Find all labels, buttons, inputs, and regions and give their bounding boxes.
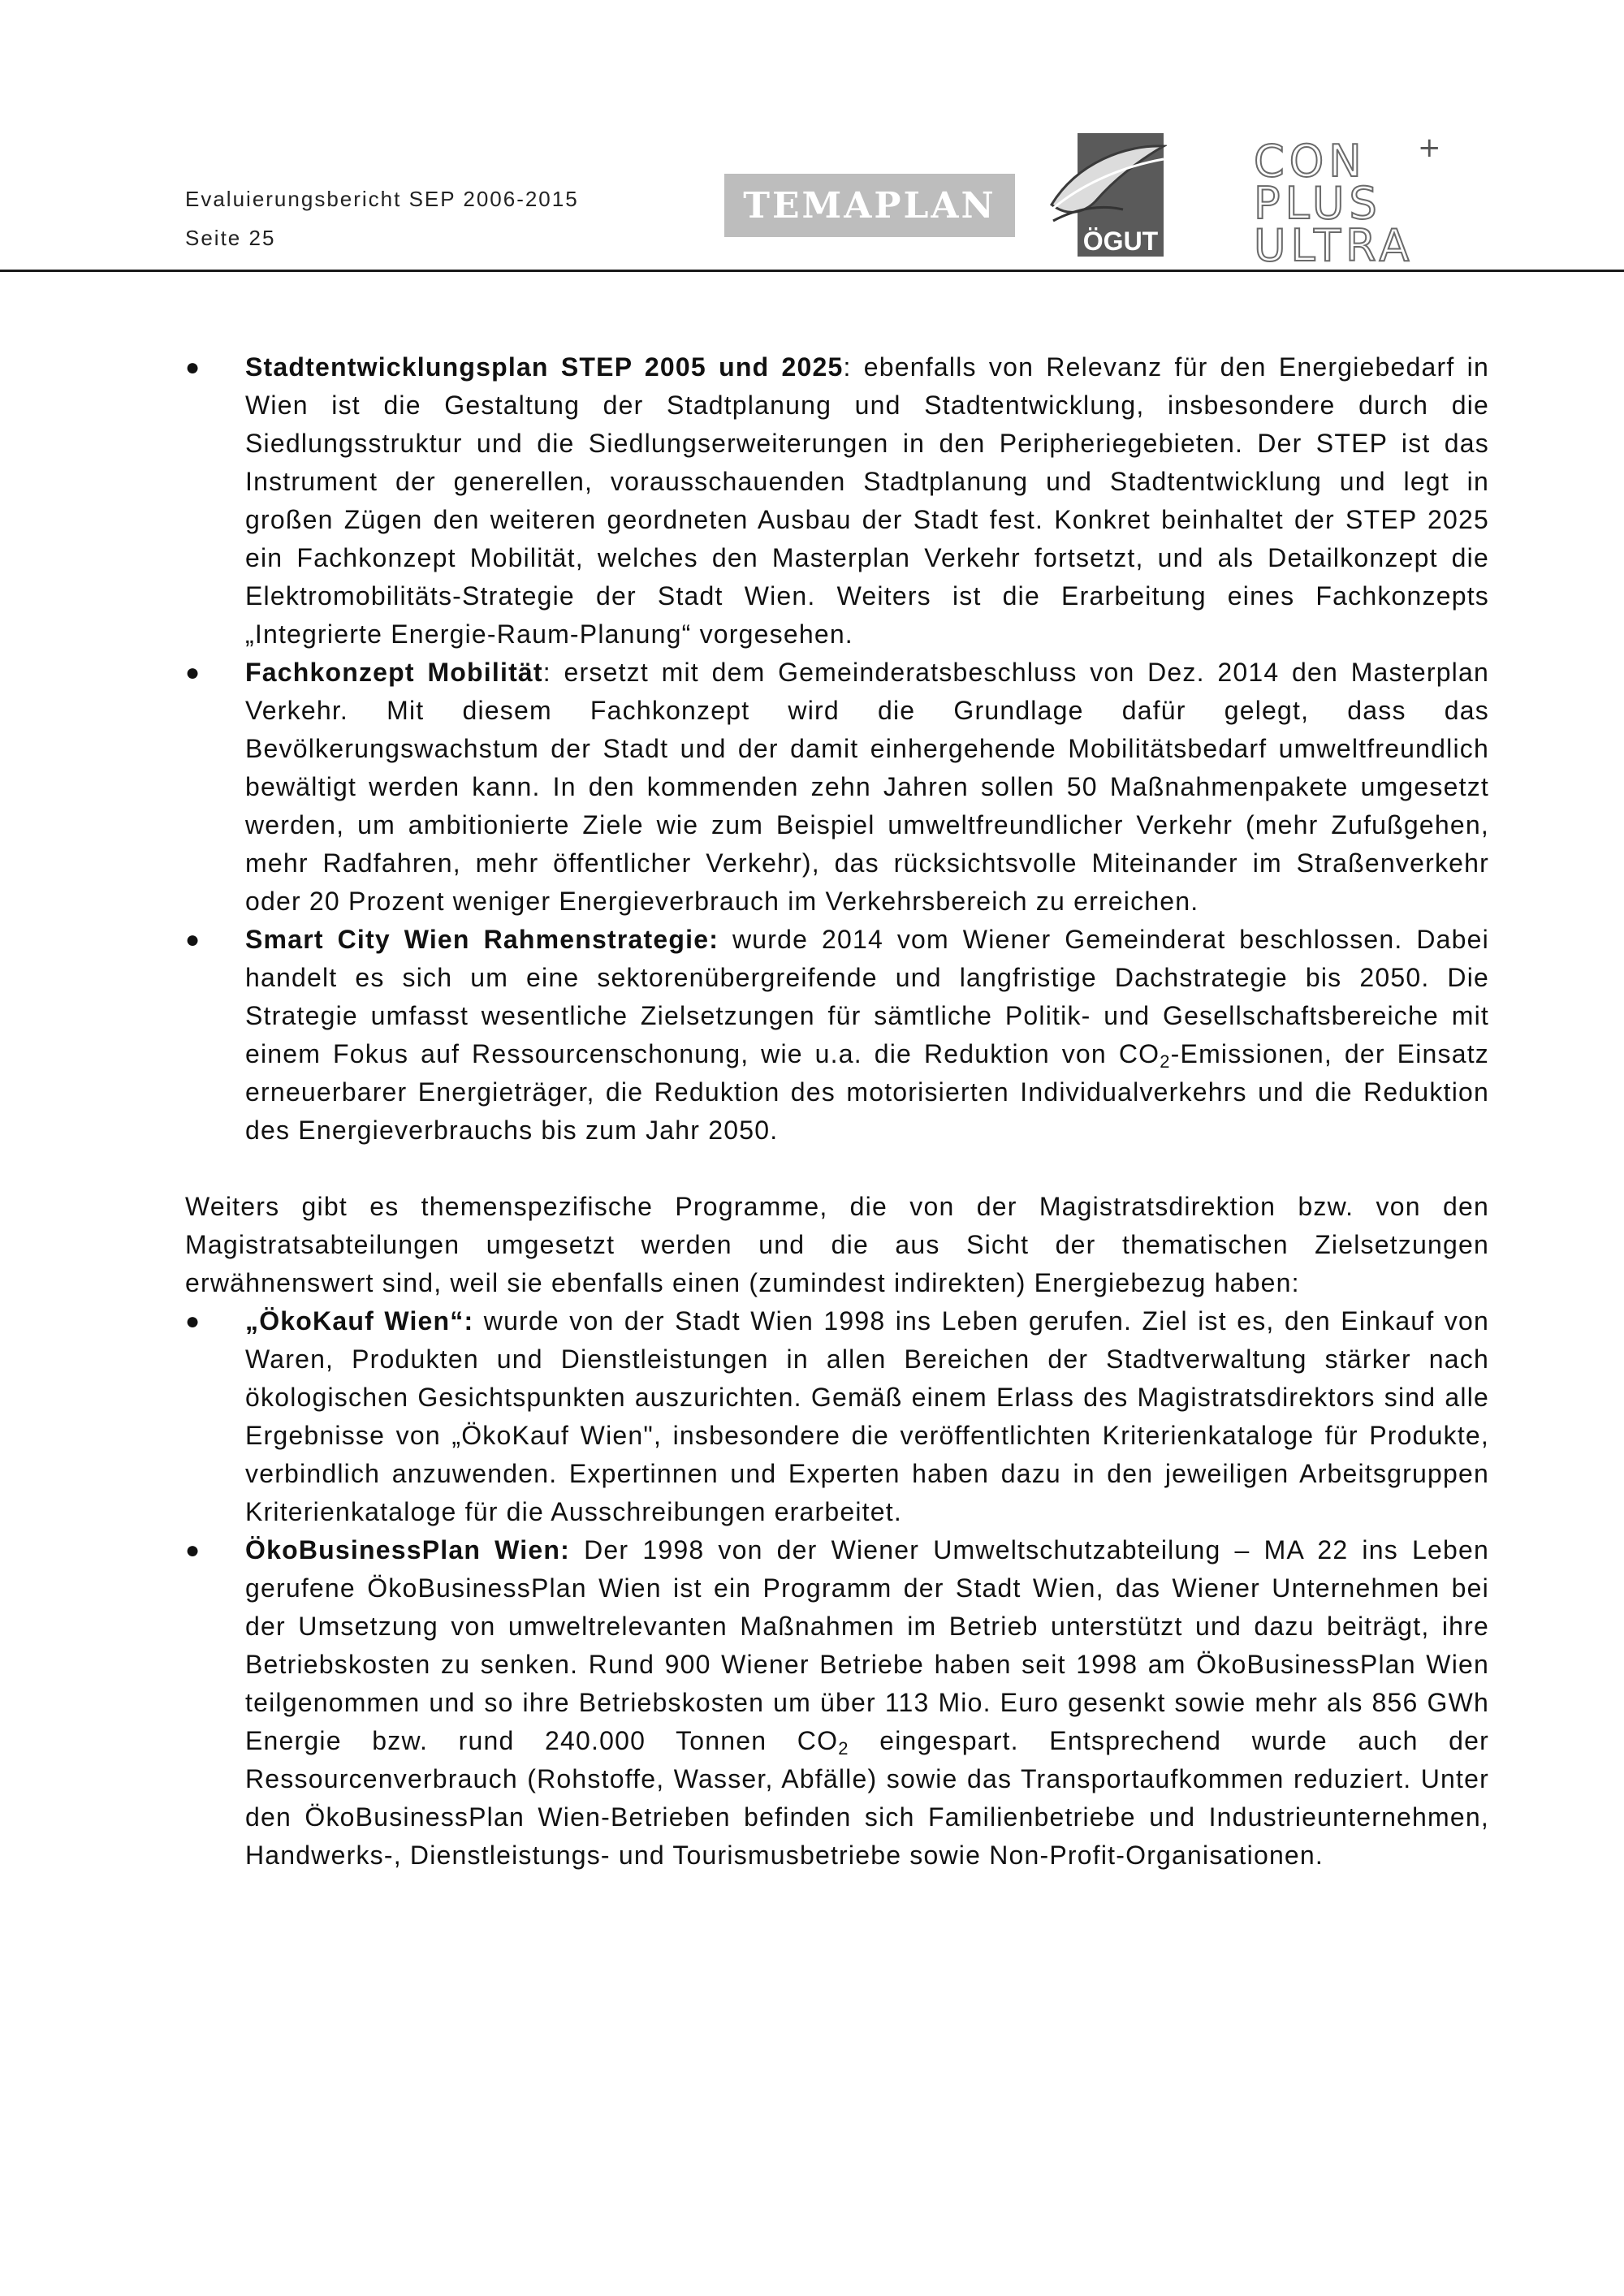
temaplan-logo-text: TEMAPLAN xyxy=(743,184,996,227)
list-item-text-continued: eingespart. Entsprechend wurde auch der Ressourcenverbrauch (Rohstoffe, Wasser, Abfälle) sowie das Transportaufkommen reduziert. Unter den ÖkoBusinessPlan Wien-Betrieben befinden sich Familienbetriebe und Industrieunternehmen, Handwerks-, Dienstleistungs- und Tourismusbetriebe sowie Non-Profit-Organisationen. xyxy=(245,1726,1490,1870)
bullet-icon: ● xyxy=(185,926,201,953)
list-item-text: wurde von der Stadt Wien 1998 ins Leben gerufen. Ziel ist es, den Einkauf von Waren, Produkten und Dienstleistungen in allen Bereichen der Stadtverwaltung stärker nach ökologischen Gesichtspunkten auszurichten. Gemäß einem Erlass des Magistratsdirektors sind alle Ergebnisse von „ÖkoKauf Wien", insbesondere die veröffentlichten Kriterienkataloge für Produkte, verbindlich anzuwenden. Expertinnen und Experten haben dazu in den jeweiligen Arbeitsgruppen Kriterienkataloge für die Ausschreibungen erarbeitet. xyxy=(245,1306,1489,1526)
conplusultra-logo xyxy=(1250,134,1445,264)
list-item-term: ÖkoBusinessPlan Wien: xyxy=(245,1535,570,1564)
conplus-line-3: ULTRA xyxy=(1254,220,1415,264)
program-list xyxy=(185,1302,1489,1875)
conplus-line-1: CON xyxy=(1254,136,1367,187)
list-item-term: Smart City Wien Rahmenstrategie: xyxy=(245,925,719,954)
bullet-icon: ● xyxy=(185,354,201,381)
subscript: 2 xyxy=(838,1738,849,1759)
list-item-term: „ÖkoKauf Wien“: xyxy=(245,1306,474,1336)
bullet-icon: ● xyxy=(185,1537,201,1564)
list-item-term: Fachkonzept Mobilität xyxy=(245,658,543,687)
document-body xyxy=(185,348,1489,1875)
list-item xyxy=(185,1531,1489,1875)
bullet-icon: ● xyxy=(185,1308,201,1335)
intro-paragraph: Weiters gibt es themenspezifische Programme, die von der Magistratsdirektion bzw. von den Magistratsabteilungen umgesetzt werden und die aus Sicht der thematischen Zielsetzungen erwähnenswert sind, weil sie ebenfalls einen (zumindest indirekten) Energiebezug haben: xyxy=(185,1192,1489,1297)
page-number: Seite 25 xyxy=(185,226,276,250)
subscript: 2 xyxy=(1160,1051,1171,1072)
policy-list xyxy=(185,348,1489,1150)
conplus-line-2: PLUS xyxy=(1254,178,1382,229)
bullet-icon: ● xyxy=(185,659,201,686)
list-item xyxy=(185,1302,1489,1531)
report-title: Evaluierungsbericht SEP 2006-2015 xyxy=(185,187,579,211)
list-item xyxy=(185,921,1489,1150)
temaplan-logo xyxy=(724,174,1015,237)
list-item xyxy=(185,654,1489,921)
conplus-plus-sign: + xyxy=(1418,134,1441,164)
list-item-text: : ersetzt mit dem Gemeinderatsbeschluss von Dez. 2014 den Masterplan Verkehr. Mit diesem Fachkonzept wird die Grundlage dafür gelegt, dass das Bevölkerungswachstum der Stadt und der damit einhergehende Mobilitätsbedarf umweltfreundlich bewältigt werden kann. In den kommenden zehn Jahren sollen 50 Maßnahmenpakete umgesetzt werden, um ambitionierte Ziele wie zum Beispiel umweltfreundlicher Verkehr (mehr Zufußgehen, mehr Radfahren, mehr öffentlicher Verkehr), das rücksichtsvolle Miteinander im Straßenverkehr oder 20 Prozent weniger Energieverbrauch im Verkehrsbereich zu erreichen. xyxy=(245,658,1489,916)
list-item-text: : ebenfalls von Relevanz für den Energiebedarf in Wien ist die Gestaltung der Stadtplanung und Stadtentwicklung, insbesondere durch die Siedlungsstruktur und die Siedlungserweiterungen in den Peripheriegebieten. Der STEP ist das Instrument der generellen, vorausschauenden Stadtplanung und Stadtentwicklung und legt in großen Zügen den weiteren geordneten Ausbau der Stadt fest. Konkret beinhaltet der STEP 2025 ein Fachkonzept Mobilität, welches den Masterplan Verkehr fortsetzt, und als Detailkonzept die Elektromobilitäts-Strategie der Stadt Wien. Weiters ist die Erarbeitung eines Fachkonzepts „Integrierte Energie-Raum-Planung“ vorgesehen. xyxy=(245,352,1489,649)
list-item xyxy=(185,348,1489,654)
list-item-text-continued: -Emissionen, der Einsatz erneuerbarer Energieträger, die Reduktion des motorisierten Individualverkehrs und die Reduktion des Energieverbrauchs bis zum Jahr 2050. xyxy=(245,1039,1489,1145)
list-item-term: Stadtentwicklungsplan STEP 2005 und 2025 xyxy=(245,352,844,382)
page-header-meta xyxy=(185,179,579,257)
ogut-logo xyxy=(1045,130,1167,260)
ogut-logo-text: ÖGUT xyxy=(1082,227,1159,256)
list-item-text: wurde 2014 vom Wiener Gemeinderat beschlossen. Dabei handelt es sich um eine sektorenübergreifende und langfristige Dachstrategie bis 2050. Die Strategie umfasst wesentliche Zielsetzungen für sämtliche Politik- und Gesellschaftsbereiche mit einem Fokus auf Ressourcenschonung, wie u.a. die Reduktion von CO xyxy=(245,925,1489,1068)
list-item-text: Der 1998 von der Wiener Umweltschutzabteilung – MA 22 ins Leben gerufene ÖkoBusinessPlan Wien ist ein Programm der Stadt Wien, das Wiener Unternehmen bei der Umsetzung von umweltrelevanten Maßnahmen im Betrieb unterstützt und dazu beiträgt, ihre Betriebskosten zu senken. Rund 900 Wiener Betriebe haben seit 1998 am ÖkoBusinessPlan Wien teilgenommen und so ihre Betriebskosten um über 113 Mio. Euro gesenkt sowie mehr als 856 GWh Energie bzw. rund 240.000 Tonnen CO xyxy=(245,1535,1489,1755)
header-divider xyxy=(0,270,1624,272)
